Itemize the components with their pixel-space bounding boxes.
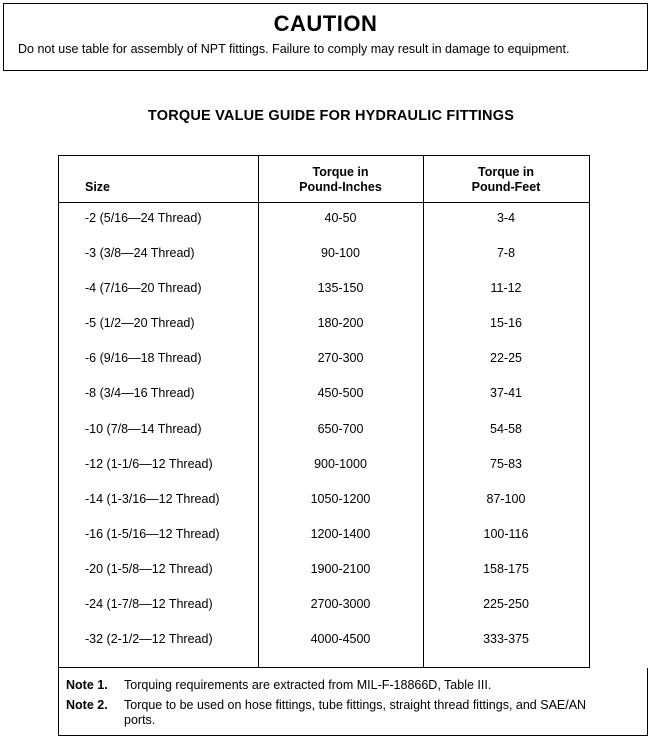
cell-pound-feet: 158-175 [483,561,529,576]
page-title: TORQUE VALUE GUIDE FOR HYDRAULIC FITTINGS [147,108,515,124]
table-row [59,208,589,243]
note-2-text: Torque to be used on hose fittings, tube fittings, straight thread fittings, and SAE/AN ports. [124,698,587,727]
cell-pound-feet: 11-12 [490,281,522,296]
cell-pound-feet: 225-250 [483,597,529,612]
table-row [59,489,589,524]
caution-box [3,3,648,71]
header-size: Size [85,180,111,194]
cell-pound-feet: 54-58 [490,421,522,436]
cell-pound-inches: 270-300 [317,351,364,366]
table-row [59,594,589,629]
cell-pound-inches: 1050-1200 [310,491,371,506]
cell-size: -32 (2-1/2—12 Thread) [85,632,213,647]
cell-pound-inches: 450-500 [317,386,364,401]
cell-pound-inches: 4000-4500 [310,632,371,647]
cell-pound-feet: 87-100 [486,491,526,506]
cell-size: -20 (1-5/8—12 Thread) [85,561,213,576]
cell-pound-inches: 900-1000 [314,456,367,471]
table-row [59,524,589,559]
table-row [59,419,589,454]
table-row [59,454,589,489]
header-pound-inches-line2: Pound-Inches [299,180,382,194]
cell-pound-feet: 37-41 [490,386,522,401]
table-row [59,348,589,383]
cell-size: -12 (1-1/6—12 Thread) [85,456,213,471]
header-pound-inches-line1: Torque in [312,165,369,179]
cell-pound-feet: 15-16 [490,316,522,331]
cell-pound-inches: 135-150 [317,281,364,296]
cell-pound-inches: 180-200 [317,316,364,331]
table-row [59,243,589,278]
cell-size: -2 (5/16—24 Thread) [85,211,202,225]
cell-pound-feet: 333-375 [483,632,529,647]
header-pound-inches [258,165,423,195]
cell-pound-feet: 7-8 [496,246,516,261]
header-divider [59,202,589,203]
cell-pound-feet: 22-25 [490,351,522,366]
cell-size: -3 (3/8—24 Thread) [85,246,195,261]
table-row [59,629,589,664]
notes-box [58,668,648,736]
cell-size: -4 (7/16—20 Thread) [85,281,202,296]
cell-pound-inches: 650-700 [317,421,364,436]
table-row [59,559,589,594]
cell-pound-inches: 2700-3000 [310,597,371,612]
cell-pound-feet: 100-116 [483,526,529,541]
header-pound-feet [423,165,589,195]
table-row [59,383,589,418]
torque-table [58,155,590,668]
cell-pound-inches: 1200-1400 [310,526,371,541]
cell-size: -8 (3/4—16 Thread) [85,386,195,401]
cell-pound-feet: 75-83 [490,456,522,471]
note-1-text: Torquing requirements are extracted from MIL-F-18866D, Table III. [124,678,492,692]
cell-size: -5 (1/2—20 Thread) [85,316,195,331]
cell-pound-inches: 40-50 [324,211,357,225]
note-1-label: Note 1. [66,678,108,692]
cell-size: -10 (7/8—14 Thread) [85,421,202,436]
cell-size: -16 (1-5/16—12 Thread) [85,526,220,541]
header-pound-feet-line2: Pound-Feet [471,180,541,194]
cell-size: -24 (1-7/8—12 Thread) [85,597,213,612]
cell-pound-feet: 3-4 [496,211,516,225]
table-row [59,313,589,348]
cell-pound-inches: 90-100 [321,246,360,261]
cell-pound-inches: 1900-2100 [310,561,371,576]
cell-size: -6 (9/16—18 Thread) [85,351,202,366]
table-body [59,208,589,664]
header-pound-feet-line1: Torque in [477,165,534,179]
table-row [59,278,589,313]
caution-text: Do not use table for assembly of NPT fittings. Failure to comply may result in damage to equipment. [18,42,570,56]
cell-size: -14 (1-3/16—12 Thread) [85,491,220,506]
note-2-label: Note 2. [66,698,108,712]
caution-title: CAUTION [273,11,378,36]
